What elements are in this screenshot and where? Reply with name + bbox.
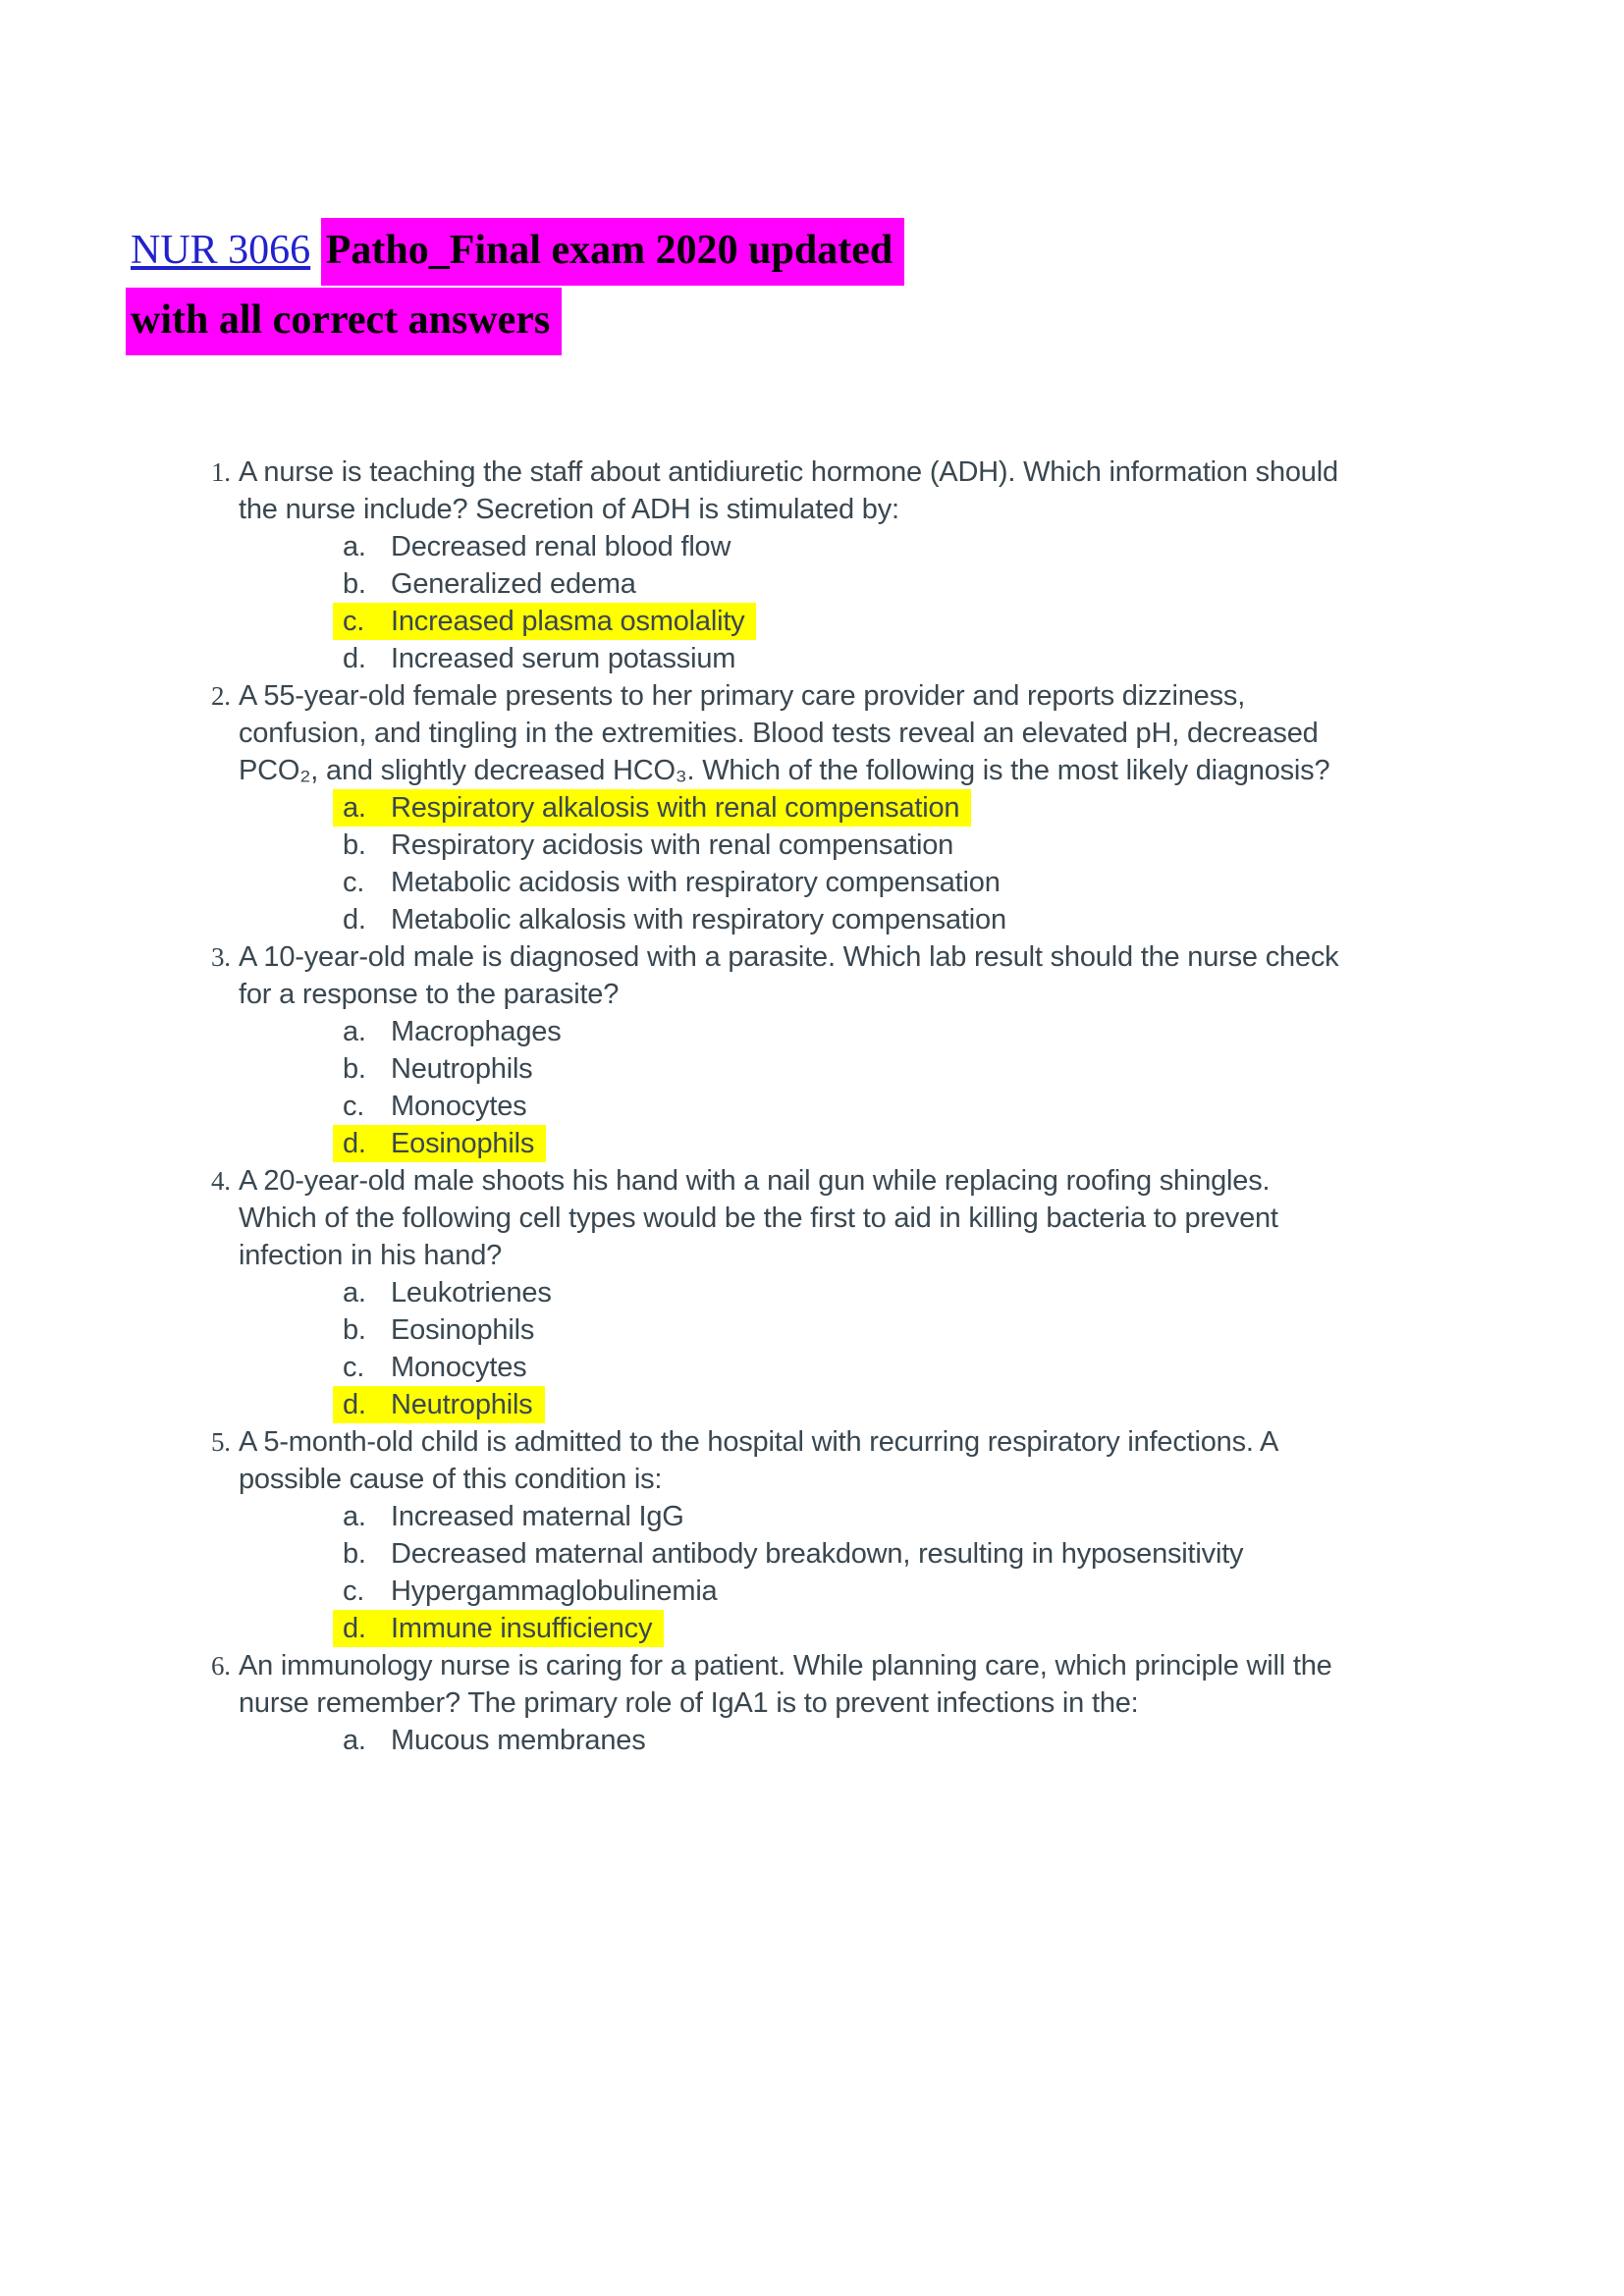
answer-option	[333, 603, 756, 640]
question-item	[0, 677, 1624, 938]
option-text: Decreased renal blood flow	[391, 531, 731, 562]
question-number: 5.	[211, 1427, 231, 1457]
option-letter: b.	[343, 1538, 366, 1570]
option-letter: a.	[343, 792, 366, 824]
question-list	[0, 454, 1624, 1759]
answer-option	[333, 864, 1012, 901]
option-text: Macrophages	[391, 1016, 562, 1047]
answer-option	[333, 1573, 729, 1610]
option-letter: d.	[343, 643, 366, 674]
question-item	[0, 1162, 1624, 1423]
option-letter: a.	[343, 1725, 366, 1756]
answer-option	[333, 1311, 546, 1349]
option-text: Eosinophils	[391, 1128, 535, 1159]
question-text: A nurse is teaching the staff about antidiuretic hormone (ADH). Which information should the nurse include? Secretion of ADH is stimulated by:	[239, 456, 1338, 525]
option-letter: a.	[343, 531, 366, 562]
option-text: Monocytes	[391, 1352, 527, 1383]
option-text: Decreased maternal antibody breakdown, resulting in hyposensitivity	[391, 1538, 1244, 1570]
option-letter: d.	[343, 1389, 366, 1420]
title-highlight-line1: Patho_Final exam 2020 updated	[321, 218, 905, 286]
option-letter: a.	[343, 1277, 366, 1308]
option-text: Respiratory acidosis with renal compensation	[391, 829, 954, 861]
option-text: Generalized edema	[391, 568, 636, 600]
answer-option	[333, 1386, 545, 1423]
answer-option	[333, 1013, 573, 1050]
question-item	[0, 1423, 1624, 1647]
option-letter: a.	[343, 1501, 366, 1532]
answer-option	[333, 1050, 545, 1088]
course-code-link[interactable]: NUR 3066	[131, 228, 311, 273]
question-number: 6.	[211, 1651, 231, 1681]
answer-option	[333, 789, 971, 827]
answer-option	[333, 827, 965, 864]
answer-option	[333, 1088, 538, 1125]
question-text: A 20-year-old male shoots his hand with a nail gun while replacing roofing shingles. Which of the following cell types would be the first to aid in killing bacteria to prevent infection in his hand?	[239, 1165, 1278, 1271]
option-text: Metabolic alkalosis with respiratory compensation	[391, 904, 1006, 935]
option-text: Monocytes	[391, 1091, 527, 1122]
option-text: Hypergammaglobulinemia	[391, 1575, 718, 1607]
answer-option	[333, 901, 1018, 938]
question-text: A 55-year-old female presents to her primary care provider and reports dizziness, confusion, and tingling in the extremities. Blood tests reveal an elevated pH, decreased PCO₂, and slightly decreased HCO₃. Which of the following is the most likely diagnosis?	[239, 680, 1330, 786]
option-letter: b.	[343, 1314, 366, 1346]
question-item	[0, 454, 1624, 677]
question-number: 3.	[211, 942, 231, 972]
question-number: 2.	[211, 681, 231, 711]
answer-option	[333, 528, 742, 565]
answer-option	[333, 640, 747, 677]
option-letter: d.	[343, 904, 366, 935]
option-letter: c.	[343, 1091, 365, 1122]
option-text: Mucous membranes	[391, 1725, 646, 1756]
option-text: Respiratory alkalosis with renal compensation	[391, 792, 960, 824]
option-letter: c.	[343, 1352, 365, 1383]
question-number: 1.	[211, 457, 231, 487]
option-letter: d.	[343, 1613, 366, 1644]
option-letter: c.	[343, 867, 365, 898]
option-text: Increased serum potassium	[391, 643, 736, 674]
option-text: Immune insufficiency	[391, 1613, 653, 1644]
option-letter: d.	[343, 1128, 366, 1159]
question-item	[0, 1647, 1624, 1759]
answer-option	[333, 1722, 658, 1759]
option-text: Increased maternal IgG	[391, 1501, 684, 1532]
answer-option	[333, 1498, 696, 1535]
answer-option	[333, 565, 648, 603]
answer-option	[333, 1610, 664, 1647]
question-text: A 5-month-old child is admitted to the hospital with recurring respiratory infections. A possible cause of this condition is:	[239, 1426, 1277, 1495]
option-text: Leukotrienes	[391, 1277, 552, 1308]
option-text: Neutrophils	[391, 1389, 533, 1420]
option-letter: c.	[343, 606, 365, 637]
option-text: Increased plasma osmolality	[391, 606, 745, 637]
option-letter: a.	[343, 1016, 366, 1047]
option-text: Metabolic acidosis with respiratory compensation	[391, 867, 1001, 898]
answer-option	[333, 1274, 564, 1311]
option-text: Neutrophils	[391, 1053, 533, 1085]
option-text: Eosinophils	[391, 1314, 535, 1346]
title-highlight-line2: with all correct answers	[126, 288, 562, 355]
question-text: A 10-year-old male is diagnosed with a parasite. Which lab result should the nurse check for a response to the parasite?	[239, 941, 1339, 1010]
option-letter: b.	[343, 568, 366, 600]
answer-option	[333, 1125, 546, 1162]
answer-option	[333, 1535, 1255, 1573]
question-item	[0, 938, 1624, 1162]
option-letter: c.	[343, 1575, 365, 1607]
option-letter: b.	[343, 829, 366, 861]
question-number: 4.	[211, 1166, 231, 1196]
document-title	[131, 218, 904, 355]
option-letter: b.	[343, 1053, 366, 1085]
answer-option	[333, 1349, 538, 1386]
question-text: An immunology nurse is caring for a patient. While planning care, which principle will the nurse remember? The primary role of IgA1 is to prevent infections in the:	[239, 1650, 1332, 1719]
